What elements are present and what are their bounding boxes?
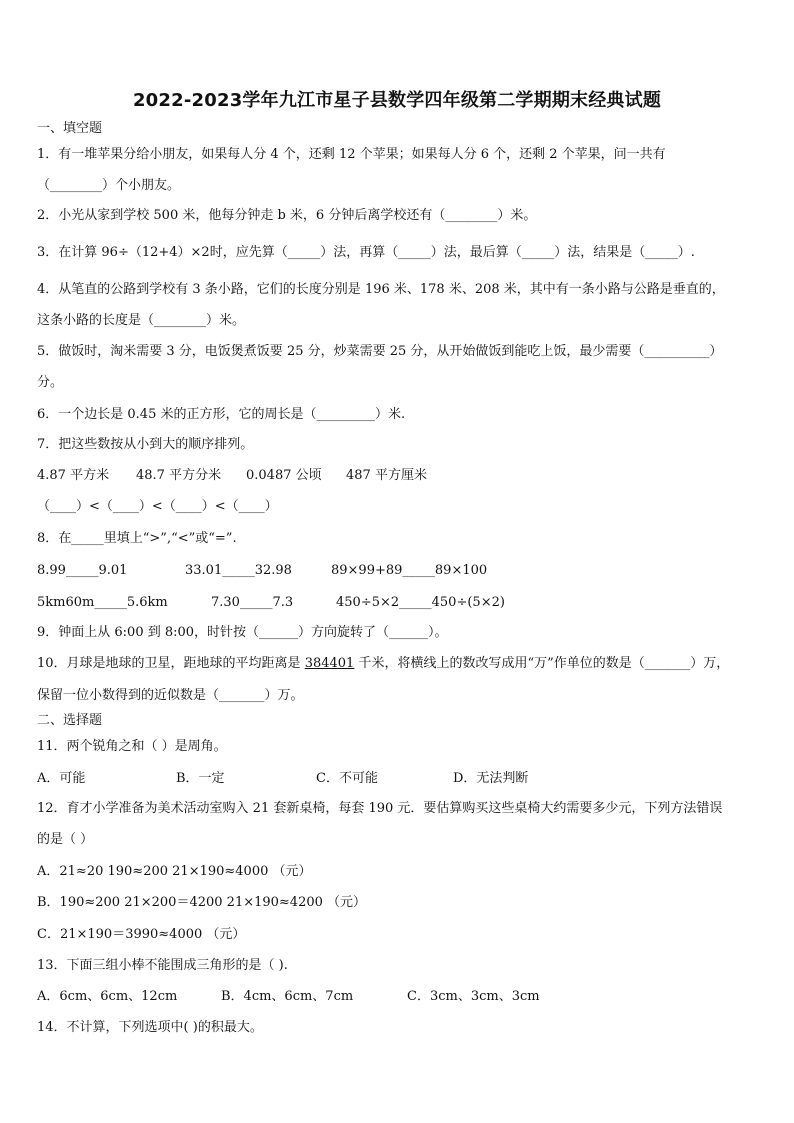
- question-3: 3．在计算 96÷（12+4）×2时，应先算（_____）法，再算（_____）法，最后算（_____）法，结果是（_____）.: [37, 245, 695, 260]
- question-4-line-1: 4．从笔直的公路到学校有 3 条小路，它们的长度分别是 196 米、178 米、208 米，其中有一条小路与公路是垂直的，: [37, 282, 725, 297]
- question-7-item-3: 0.0487 公顷: [246, 468, 322, 483]
- question-4-line-2: 这条小路的长度是（________）米。: [37, 313, 246, 328]
- question-5-line-2: 分。: [37, 375, 64, 390]
- question-7-item-2: 48.7 平方分米: [136, 468, 222, 483]
- question-13-option-b: B．4cm、6cm、7cm: [221, 989, 354, 1004]
- question-10-distance-number: 384401: [304, 656, 355, 671]
- question-8-compare-3: 89×99+89_____89×100: [331, 563, 488, 578]
- question-8-compare-5: 7.30_____7.3: [211, 595, 294, 610]
- question-8-compare-4: 5km60m_____5.6km: [37, 595, 168, 610]
- question-7-order-blanks: （____）<（____）<（____）<（____）: [37, 499, 278, 514]
- question-10-line-1: [37, 655, 729, 673]
- question-13-stem: 13．下面三组小棒不能围成三角形的是（ ).: [37, 958, 288, 973]
- question-7-stem: 7．把这些数按从小到大的顺序排列。: [37, 437, 254, 452]
- question-2: 2．小光从家到学校 500 米，他每分钟走 b 米，6 分钟后离学校还有（________）米。: [37, 208, 537, 223]
- question-8-compare-2: 33.01_____32.98: [185, 563, 292, 578]
- question-11-option-b: B．一定: [176, 771, 225, 786]
- section-heading-choice: 二、选择题: [37, 713, 103, 728]
- question-1-line-1: 1．有一堆苹果分给小朋友，如果每人分 4 个，还剩 12 个苹果；如果每人分 6 个，还剩 2 个苹果，问一共有: [37, 147, 666, 162]
- question-10-text-b: 千米，将横线上的数改写成用“万”作单位的数是（_______）万，: [354, 656, 730, 671]
- question-5-line-1: 5．做饭时，淘米需要 3 分，电饭煲煮饭要 25 分，炒菜需要 25 分，从开始做饭到能吃上饭，最少需要（__________）: [37, 344, 723, 359]
- question-8-stem: 8．在_____里填上“>”,“<”或“=”.: [37, 531, 237, 546]
- page-title: 2022-2023学年九江市星子县数学四年级第二学期期末经典试题: [132, 90, 662, 111]
- question-12-line-1: 12．育才小学准备为美术活动室购入 21 套新桌椅，每套 190 元．要估算购买这些桌椅大约需要多少元，下列方法错误: [37, 801, 723, 816]
- section-heading-fill-blank: 一、填空题: [37, 121, 103, 136]
- question-12-line-2: 的是（ ）: [37, 832, 94, 847]
- question-8-compare-1: 8.99_____9.01: [37, 563, 128, 578]
- question-10-text-a: 10．月球是地球的卫星，距地球的平均距离是: [37, 656, 305, 671]
- question-8-compare-6: 450÷5×2_____450÷(5×2): [336, 595, 505, 610]
- question-12-option-c: C．21×190＝3990≈4000 （元）: [37, 927, 246, 942]
- question-10-line-2: 保留一位小数得到的近似数是（_______）万。: [37, 688, 304, 703]
- question-11-option-c: C．不可能: [316, 771, 378, 786]
- question-14-stem: 14．不计算，下列选项中( )的积最大。: [37, 1020, 263, 1035]
- question-12-option-a: A．21≈20 190≈200 21×190≈4000 （元）: [37, 864, 312, 879]
- question-9: 9．钟面上从 6:00 到 8:00，时针按（______）方向旋转了（______）。: [37, 625, 448, 640]
- question-11-stem: 11．两个锐角之和（ ）是周角。: [37, 739, 227, 754]
- question-6: 6．一个边长是 0.45 米的正方形，它的周长是（_________）米.: [37, 407, 406, 422]
- question-13-option-c: C．3cm、3cm、3cm: [407, 989, 540, 1004]
- question-7-item-1: 4.87 平方米: [37, 468, 110, 483]
- question-7-item-4: 487 平方厘米: [346, 468, 427, 483]
- question-12-option-b: B．190≈200 21×200＝4200 21×190≈4200 （元）: [37, 895, 367, 910]
- question-1-line-2: （________）个小朋友。: [37, 178, 181, 193]
- question-11-option-d: D．无法判断: [453, 771, 529, 786]
- question-11-option-a: A．可能: [37, 771, 86, 786]
- question-13-option-a: A．6cm、6cm、12cm: [37, 989, 178, 1004]
